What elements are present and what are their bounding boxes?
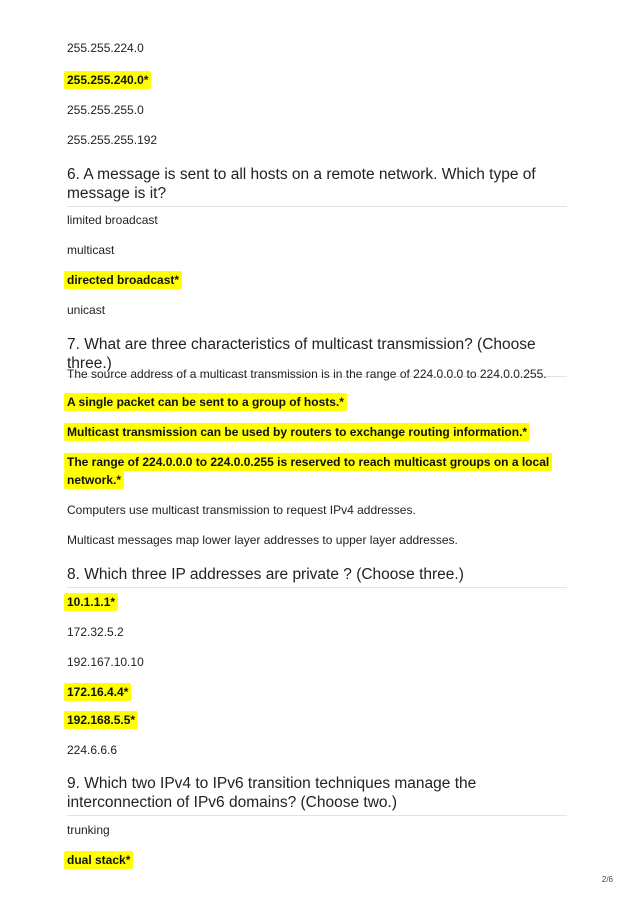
option-text: 255.255.224.0 [67,41,144,55]
question-7: 7. What are three characteristics of multicast transmission? (Choose three.) [67,335,567,377]
q7-option-5 [67,503,416,518]
q7-option-1 [67,367,547,382]
q6-option-2 [67,243,114,258]
option-text: 255.255.255.192 [67,133,158,147]
q8-option-5-correct [67,713,138,728]
correct-answer-highlight: 10.1.1.1* [64,593,118,611]
correct-answer-highlight: Multicast transmission can be used by routers to exchange routing information.* [64,423,530,441]
q8-option-4-correct [67,685,131,700]
question-8: 8. Which three IP addresses are private ? (Choose three.) [67,565,567,588]
option-text: 255.255.255.0 [67,103,144,117]
correct-answer-highlight: The range of 224.0.0.0 to 224.0.0.255 is reserved to reach multicast groups on a local network.* [64,453,552,489]
q6-option-3-correct [67,273,182,288]
q7-option-3-correct [67,425,530,440]
option-text: 172.32.5.2 [67,625,124,639]
correct-answer-highlight: 172.16.4.4* [64,683,131,701]
q5-option-3 [67,103,144,118]
q5-option-2-correct [67,73,151,88]
q9-option-2-correct [67,853,133,868]
correct-answer-highlight: directed broadcast* [64,271,182,289]
q8-option-1-correct [67,595,118,610]
option-text: multicast [67,243,115,257]
q9-option-1 [67,823,110,838]
correct-answer-highlight: A single packet can be sent to a group of hosts.* [64,393,347,411]
question-9: 9. Which two IPv4 to IPv6 transition techniques manage the interconnection of IPv6 domains? (Choose two.) [67,774,567,816]
q6-option-4 [67,303,105,318]
option-text: unicast [67,303,106,317]
q5-option-4 [67,133,157,148]
q7-option-4-correct [67,453,572,489]
q8-option-3 [67,655,144,670]
option-text: trunking [67,823,110,837]
option-text: 224.6.6.6 [67,743,118,757]
q5-option-1 [67,41,144,56]
option-text: Multicast messages map lower layer addresses to upper layer addresses. [67,533,458,547]
correct-answer-highlight: 192.168.5.5* [64,711,138,729]
q8-option-6 [67,743,117,758]
q7-option-2-correct [67,395,347,410]
page-number: 2/6 [601,875,613,884]
option-text: The source address of a multicast transmission is in the range of 224.0.0.0 to 224.0.0.255. [67,367,547,381]
question-6: 6. A message is sent to all hosts on a remote network. Which type of message is it? [67,165,567,207]
correct-answer-highlight: dual stack* [64,851,133,869]
option-text: 192.167.10.10 [67,655,144,669]
q7-option-6 [67,533,458,548]
q6-option-1 [67,213,158,228]
option-text: limited broadcast [67,213,158,227]
q8-option-2 [67,625,124,640]
correct-answer-highlight: 255.255.240.0* [64,71,151,89]
option-text: Computers use multicast transmission to request IPv4 addresses. [67,503,416,517]
